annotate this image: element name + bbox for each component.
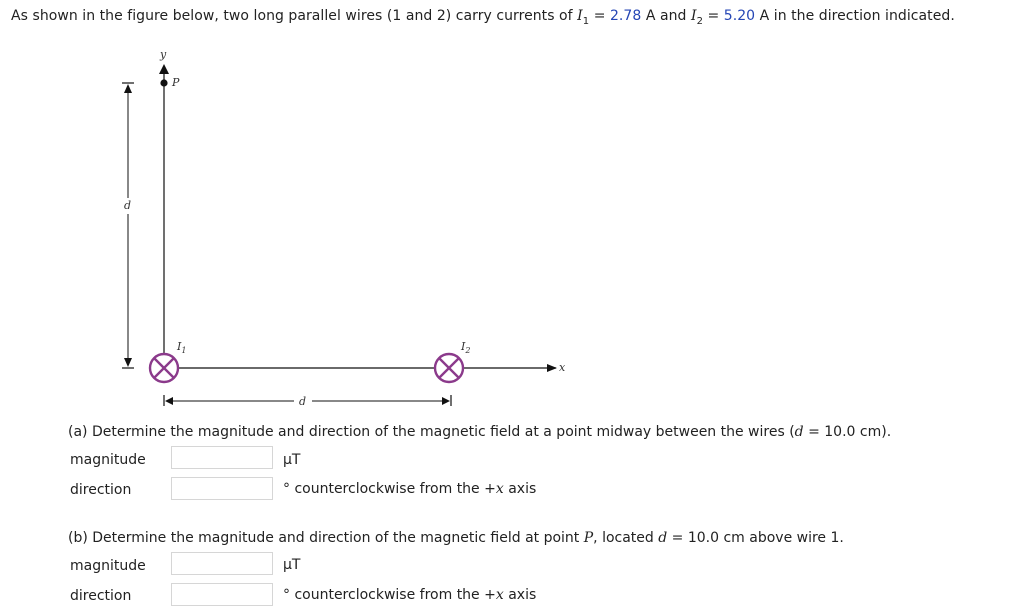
part-b-direction-input[interactable]: [171, 583, 273, 606]
wire-1-into-page-icon: [150, 354, 178, 382]
wire-2-into-page-icon: [435, 354, 463, 382]
part-b-question: (b) Determine the magnitude and direction of the magnetic field at point P, located d = 10.0 cm above wire 1.: [68, 530, 844, 546]
bottom-dimension-label: d: [299, 395, 307, 408]
y-axis-arrowhead: [159, 64, 169, 74]
bottom-dimension-arrow-left: [165, 397, 173, 405]
x-axis-label: x: [559, 361, 566, 374]
part-a-question: (a) Determine the magnitude and direction of the magnetic field at a point midway between the wires (d = 10.0 cm).: [68, 424, 892, 440]
part-b-magnitude-input[interactable]: [171, 552, 273, 575]
part-b-magnitude-unit: μT: [283, 557, 301, 573]
part-a-d-symbol: d: [794, 424, 804, 440]
intro-eq-2: =: [702, 8, 724, 24]
i2-value: 5.20: [723, 8, 756, 24]
point-p-dot: [160, 79, 167, 86]
part-b-direction-label: direction: [70, 588, 132, 604]
point-p-label: P: [172, 76, 180, 89]
part-b-p-symbol: P: [583, 530, 594, 546]
part-a-magnitude-label: magnitude: [70, 452, 146, 468]
i2-symbol: I: [690, 8, 697, 24]
part-b-d-symbol: d: [658, 530, 668, 546]
intro-text-after: A in the direction indicated.: [755, 8, 955, 24]
y-axis-label: y: [160, 48, 167, 61]
left-dimension-arrow-down: [124, 358, 132, 367]
i1-symbol: I: [577, 8, 583, 24]
intro-eq-1: =: [589, 8, 610, 24]
part-a-direction-label: direction: [70, 482, 132, 498]
wire-1-label: $I_1$: [177, 340, 187, 355]
intro-text-before: As shown in the figure below, two long parallel wires (1 and 2) carry currents of: [11, 8, 578, 24]
intro-unit-and: A and: [641, 8, 691, 24]
part-a-direction-unit: ° counterclockwise from the +x axis: [283, 481, 537, 497]
i2-subscript: 2: [696, 15, 703, 27]
part-a-magnitude-input[interactable]: [171, 446, 273, 469]
bottom-dimension-arrow-right: [442, 397, 450, 405]
wire-2-label: $I_2$: [461, 340, 471, 355]
left-dimension-label: d: [124, 199, 132, 212]
part-a-direction-input[interactable]: [171, 477, 273, 500]
part-b-magnitude-label: magnitude: [70, 558, 146, 574]
part-b-direction-unit: ° counterclockwise from the +x axis: [283, 587, 537, 603]
left-dimension-arrow-up: [124, 84, 132, 93]
part-a-magnitude-unit: μT: [283, 452, 301, 468]
i1-subscript: 1: [582, 15, 590, 27]
i1-value: 2.78: [609, 8, 642, 24]
